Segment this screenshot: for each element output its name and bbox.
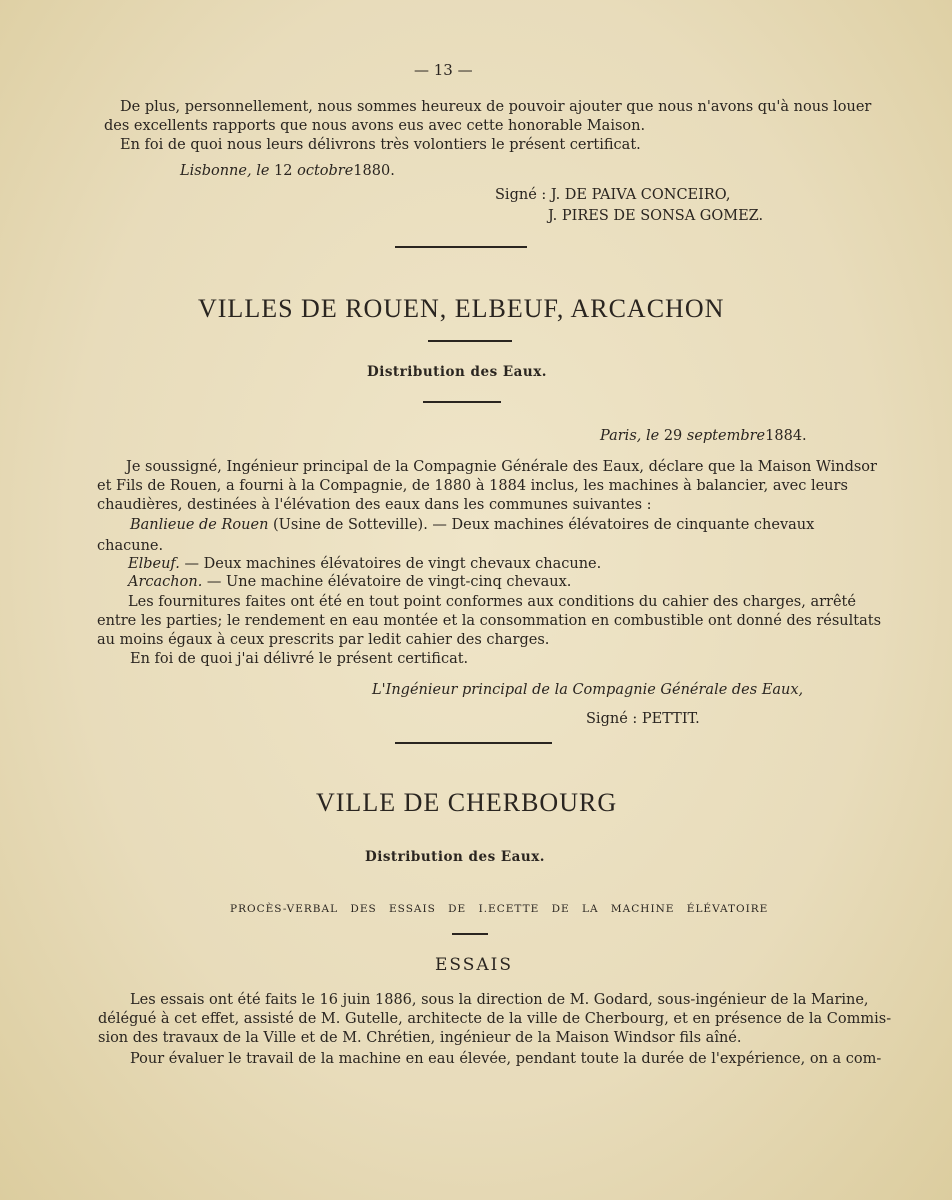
supplies-line1: Les fournitures faites ont été en tout point conformes aux conditions du cahier des charges, arrêté — [128, 594, 856, 610]
lisbon-signature-2: J. PIRES DE SONSA GOMEZ. — [548, 208, 764, 224]
banlieue-line: Banlieue de Rouen (Usine de Sotteville). — Deux machines élévatoires de cinquante chevaux — [130, 517, 815, 533]
lisbon-closing: En foi de quoi nous leurs délivrons très volontiers le présent certificat. — [120, 137, 641, 153]
page-number: — 13 — — [414, 61, 473, 79]
rouen-body-line1: Je soussigné, Ingénieur principal de la Compagnie Générale des Eaux, déclare que la Maison Windsor — [126, 459, 877, 475]
lisbon-paragraph-line1: De plus, personnellement, nous sommes heureux de pouvoir ajouter que nous n'avons qu'à nous louer — [120, 99, 872, 115]
cherbourg-section-title: VILLE DE CHERBOURG — [316, 788, 618, 817]
rouen-signatory-title: L'Ingénieur principal de la Compagnie Générale des Eaux, — [372, 682, 804, 698]
cherbourg-subtitle: Distribution des Eaux. — [365, 849, 545, 865]
cherbourg-body-line3: sion des travaux de la Ville et de M. Chrétien, ingénieur de la Maison Windsor fils aîné. — [98, 1030, 742, 1046]
rouen-closing: En foi de quoi j'ai délivré le présent certificat. — [130, 651, 469, 667]
essais-heading: ESSAIS — [435, 955, 514, 975]
arcachon-line: Arcachon. — Une machine élévatoire de vingt-cinq chevaux. — [128, 574, 572, 590]
supplies-line3: au moins égaux à ceux prescrits par ledit cahier des charges. — [97, 632, 550, 648]
lisbon-date: Lisbonne, le 12 octobre1880. — [180, 163, 395, 179]
title-underline — [428, 340, 512, 342]
rouen-subtitle: Distribution des Eaux. — [367, 364, 547, 380]
rouen-body-line2: et Fils de Rouen, a fourni à la Compagnie, de 1880 à 1884 inclus, les machines à balancier, avec leurs — [97, 478, 848, 494]
section-divider — [395, 742, 552, 744]
cherbourg-body-line4: Pour évaluer le travail de la machine en eau élevée, pendant toute la durée de l'expérience, on a com- — [130, 1051, 882, 1067]
pv-heading: PROCÈS-VERBAL DES ESSAIS DE I.ECETTE DE LA MACHINE ÉLÉVATOIRE — [230, 903, 769, 915]
rouen-body-line3: chaudières, destinées à l'élévation des eaux dans les communes suivantes : — [97, 497, 652, 513]
section-divider — [395, 246, 527, 248]
lisbon-signature-1: Signé : J. DE PAIVA CONCEIRO, — [495, 187, 731, 203]
small-divider — [452, 933, 488, 935]
rouen-signature: Signé : PETTIT. — [586, 711, 700, 727]
cherbourg-body-line2: délégué à cet effet, assisté de M. Gutelle, architecte de la ville de Cherbourg, et en présence de la Commis- — [98, 1011, 892, 1027]
rouen-date: Paris, le 29 septembre1884. — [600, 428, 807, 444]
subtitle-underline — [423, 401, 501, 403]
elbeuf-line: Elbeuf. — Deux machines élévatoires de vingt chevaux chacune. — [128, 556, 602, 572]
lisbon-paragraph-line2: des excellents rapports que nous avons eus avec cette honorable Maison. — [104, 118, 646, 134]
banlieue-continuation: chacune. — [97, 538, 164, 554]
supplies-line2: entre les parties; le rendement en eau montée et la consommation en combustible ont donné des résultats — [97, 613, 882, 629]
rouen-section-title: VILLES DE ROUEN, ELBEUF, ARCACHON — [198, 294, 725, 323]
cherbourg-body-line1: Les essais ont été faits le 16 juin 1886, sous la direction de M. Godard, sous-ingénieur de la Marine, — [130, 992, 869, 1008]
